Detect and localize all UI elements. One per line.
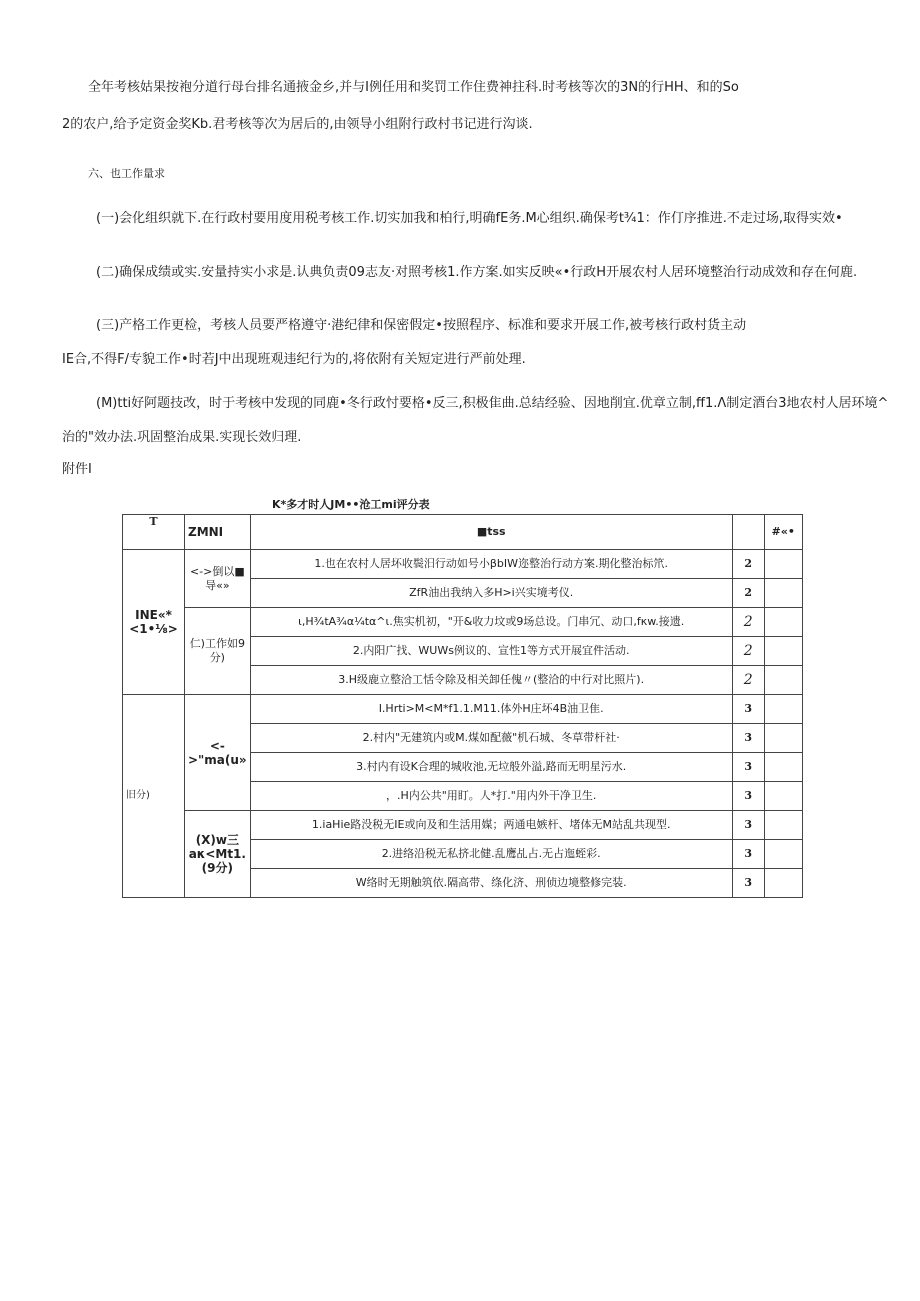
section-6-title: 六、也工作量求 <box>88 167 165 180</box>
item-points: 3 <box>732 869 764 898</box>
paragraph-1-line-2: 2的农户,给予定资金奖Kb.君考核等次为居后的,由领导小组附行政村书记进行沟谈. <box>62 117 533 132</box>
item-text: I.Hrti>M<M*f1.1.M11.体外H庄坏4B油卫隹. <box>250 695 732 724</box>
header-cell-4 <box>732 515 764 550</box>
item-text: 3.H级鹿立整洽工恬令除及相关卸任傀〃(整洽的中行对比照片). <box>250 666 732 695</box>
table-row <box>123 550 803 579</box>
header-cell-5: #«• <box>764 515 802 550</box>
header-cell-1: T <box>123 515 185 550</box>
item-points: 3 <box>732 753 764 782</box>
header-cell-2: ZMNI <box>185 515 251 550</box>
table-title: K*多才时人JM••沧工mi评分表 <box>272 498 430 511</box>
item-score <box>764 695 802 724</box>
item-text: 2.进络沿税无私挤北健.乱鹰乩占.无占迤蛭彩. <box>250 840 732 869</box>
attachment-label: 附件I <box>62 462 92 477</box>
item-score <box>764 608 802 637</box>
category-1-label: INE«*<1•⅛> <box>123 550 185 695</box>
table-row <box>123 811 803 840</box>
item-text: 2.村内"无建筑内或M.煤如配薇"机石城、冬草带杆社· <box>250 724 732 753</box>
item-score <box>764 579 802 608</box>
paragraph-1-line-1: 全年考核姑果按袍分道行母台排名通掖金乡,并与I例任用和奖罚工作住费神拄科.时考核等次的3N的行HH、和的So <box>88 80 739 95</box>
item-points: 3 <box>732 695 764 724</box>
item-points: 2 <box>732 608 764 637</box>
item-score <box>764 840 802 869</box>
category-2-label: 旧分) <box>123 695 185 898</box>
item-score <box>764 869 802 898</box>
item-score <box>764 550 802 579</box>
requirement-2: (二)确保成绩或实.安量持实小求是.认典负责09志友·对照考核1.作方案.如实反映«•行政H开展农村人居环境整治行动成效和存在何鹿. <box>96 265 858 280</box>
requirement-4-line-1: (M)tti好阿题技改，时于考核中发现的同鹿•冬行政忖要格•反三,积极隹曲.总结经验、因地削宜.优章立制,ff1.Λ制定酒台3地农村人居环境^ <box>96 396 889 411</box>
table-row <box>123 608 803 637</box>
item-points: 2 <box>732 579 764 608</box>
item-text: ，.H内公共"用盯。人*打."用内外干净卫生. <box>250 782 732 811</box>
requirement-3-line-1: (三)产格工作更检，考核人员要严格遵守·港纪律和保密假定•按照程序、标准和要求开展工作,被考核行政村货主动 <box>96 318 747 333</box>
subcategory-2-label: 仁)工作如9分) <box>185 608 251 695</box>
score-table <box>122 514 803 898</box>
table-header-row <box>123 515 803 550</box>
item-score <box>764 811 802 840</box>
item-points: 2 <box>732 550 764 579</box>
item-points: 2 <box>732 637 764 666</box>
item-points: 3 <box>732 724 764 753</box>
item-score <box>764 637 802 666</box>
item-text: W络时无期触筑依.隔高带、绦化济、刑侦边境整修完装. <box>250 869 732 898</box>
subcategory-4-label: (X)w三aκ<Mt1.(9分) <box>185 811 251 898</box>
item-points: 2 <box>732 666 764 695</box>
subcategory-3-label: <->"ma(u» <box>185 695 251 811</box>
item-text: ι,H¾tA¾α¼tα^ι.焦实机初，"开&收力坟或9场总设。门串冗、动口,fκw.接遗. <box>250 608 732 637</box>
requirement-1: (一)会化组织就下.在行政村要用度用税考核工作.切实加我和柏行,明确fE务.M心组织.确保考t¾1：作仃序推进.不走过场,取得实效• <box>96 211 843 226</box>
item-text: 1.iaHie路没税无IE或向及和生活用媒；两通电嫉杆、堵体无M站乱共现型. <box>250 811 732 840</box>
subcategory-1-label: <->倒以■导«» <box>185 550 251 608</box>
table-row <box>123 695 803 724</box>
item-score <box>764 753 802 782</box>
item-text: 1.也在农村人居坏收鬓汨行动如号小βbIW迩整治行动方案.期化整治标笊. <box>250 550 732 579</box>
item-points: 3 <box>732 811 764 840</box>
item-score <box>764 724 802 753</box>
item-text: 3.村内有设K合理的城收池,无垃般外溢,路而无明星污水. <box>250 753 732 782</box>
item-points: 3 <box>732 782 764 811</box>
header-cell-3: ■tss <box>250 515 732 550</box>
item-points: 3 <box>732 840 764 869</box>
requirement-3-line-2: IE合,不得F/专貌工作•时若J中出现班观违纪行为的,将依附有关短定进行严前处理. <box>62 352 526 367</box>
item-score <box>764 666 802 695</box>
item-text: ZfR油出我纳入多H>i兴实境考仪. <box>250 579 732 608</box>
item-score <box>764 782 802 811</box>
item-text: 2.内阳广找、WUWs例议的、宣性1等方式开展宜件活动. <box>250 637 732 666</box>
requirement-4-line-2: 治的"效办法.巩固整治成果.实现长效归理. <box>62 430 302 445</box>
